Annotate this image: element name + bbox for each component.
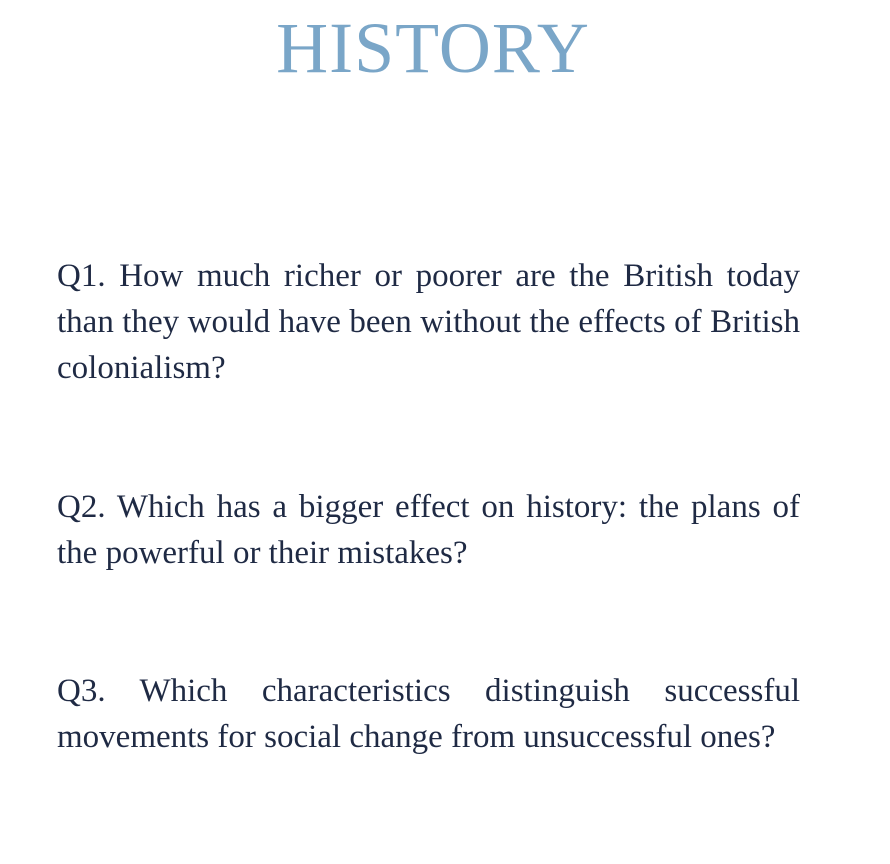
question-3: Q3. Which characteristics distinguish successful movements for social change from unsuccessful ones? (57, 673, 800, 755)
question-2: Q2. Which has a bigger effect on history: the plans of the powerful or their mistakes? (57, 489, 800, 571)
question-1: Q1. How much richer or poorer are the British today than they would have been without the effects of British colonialism? (57, 258, 800, 386)
page-title: HISTORY (276, 8, 590, 88)
